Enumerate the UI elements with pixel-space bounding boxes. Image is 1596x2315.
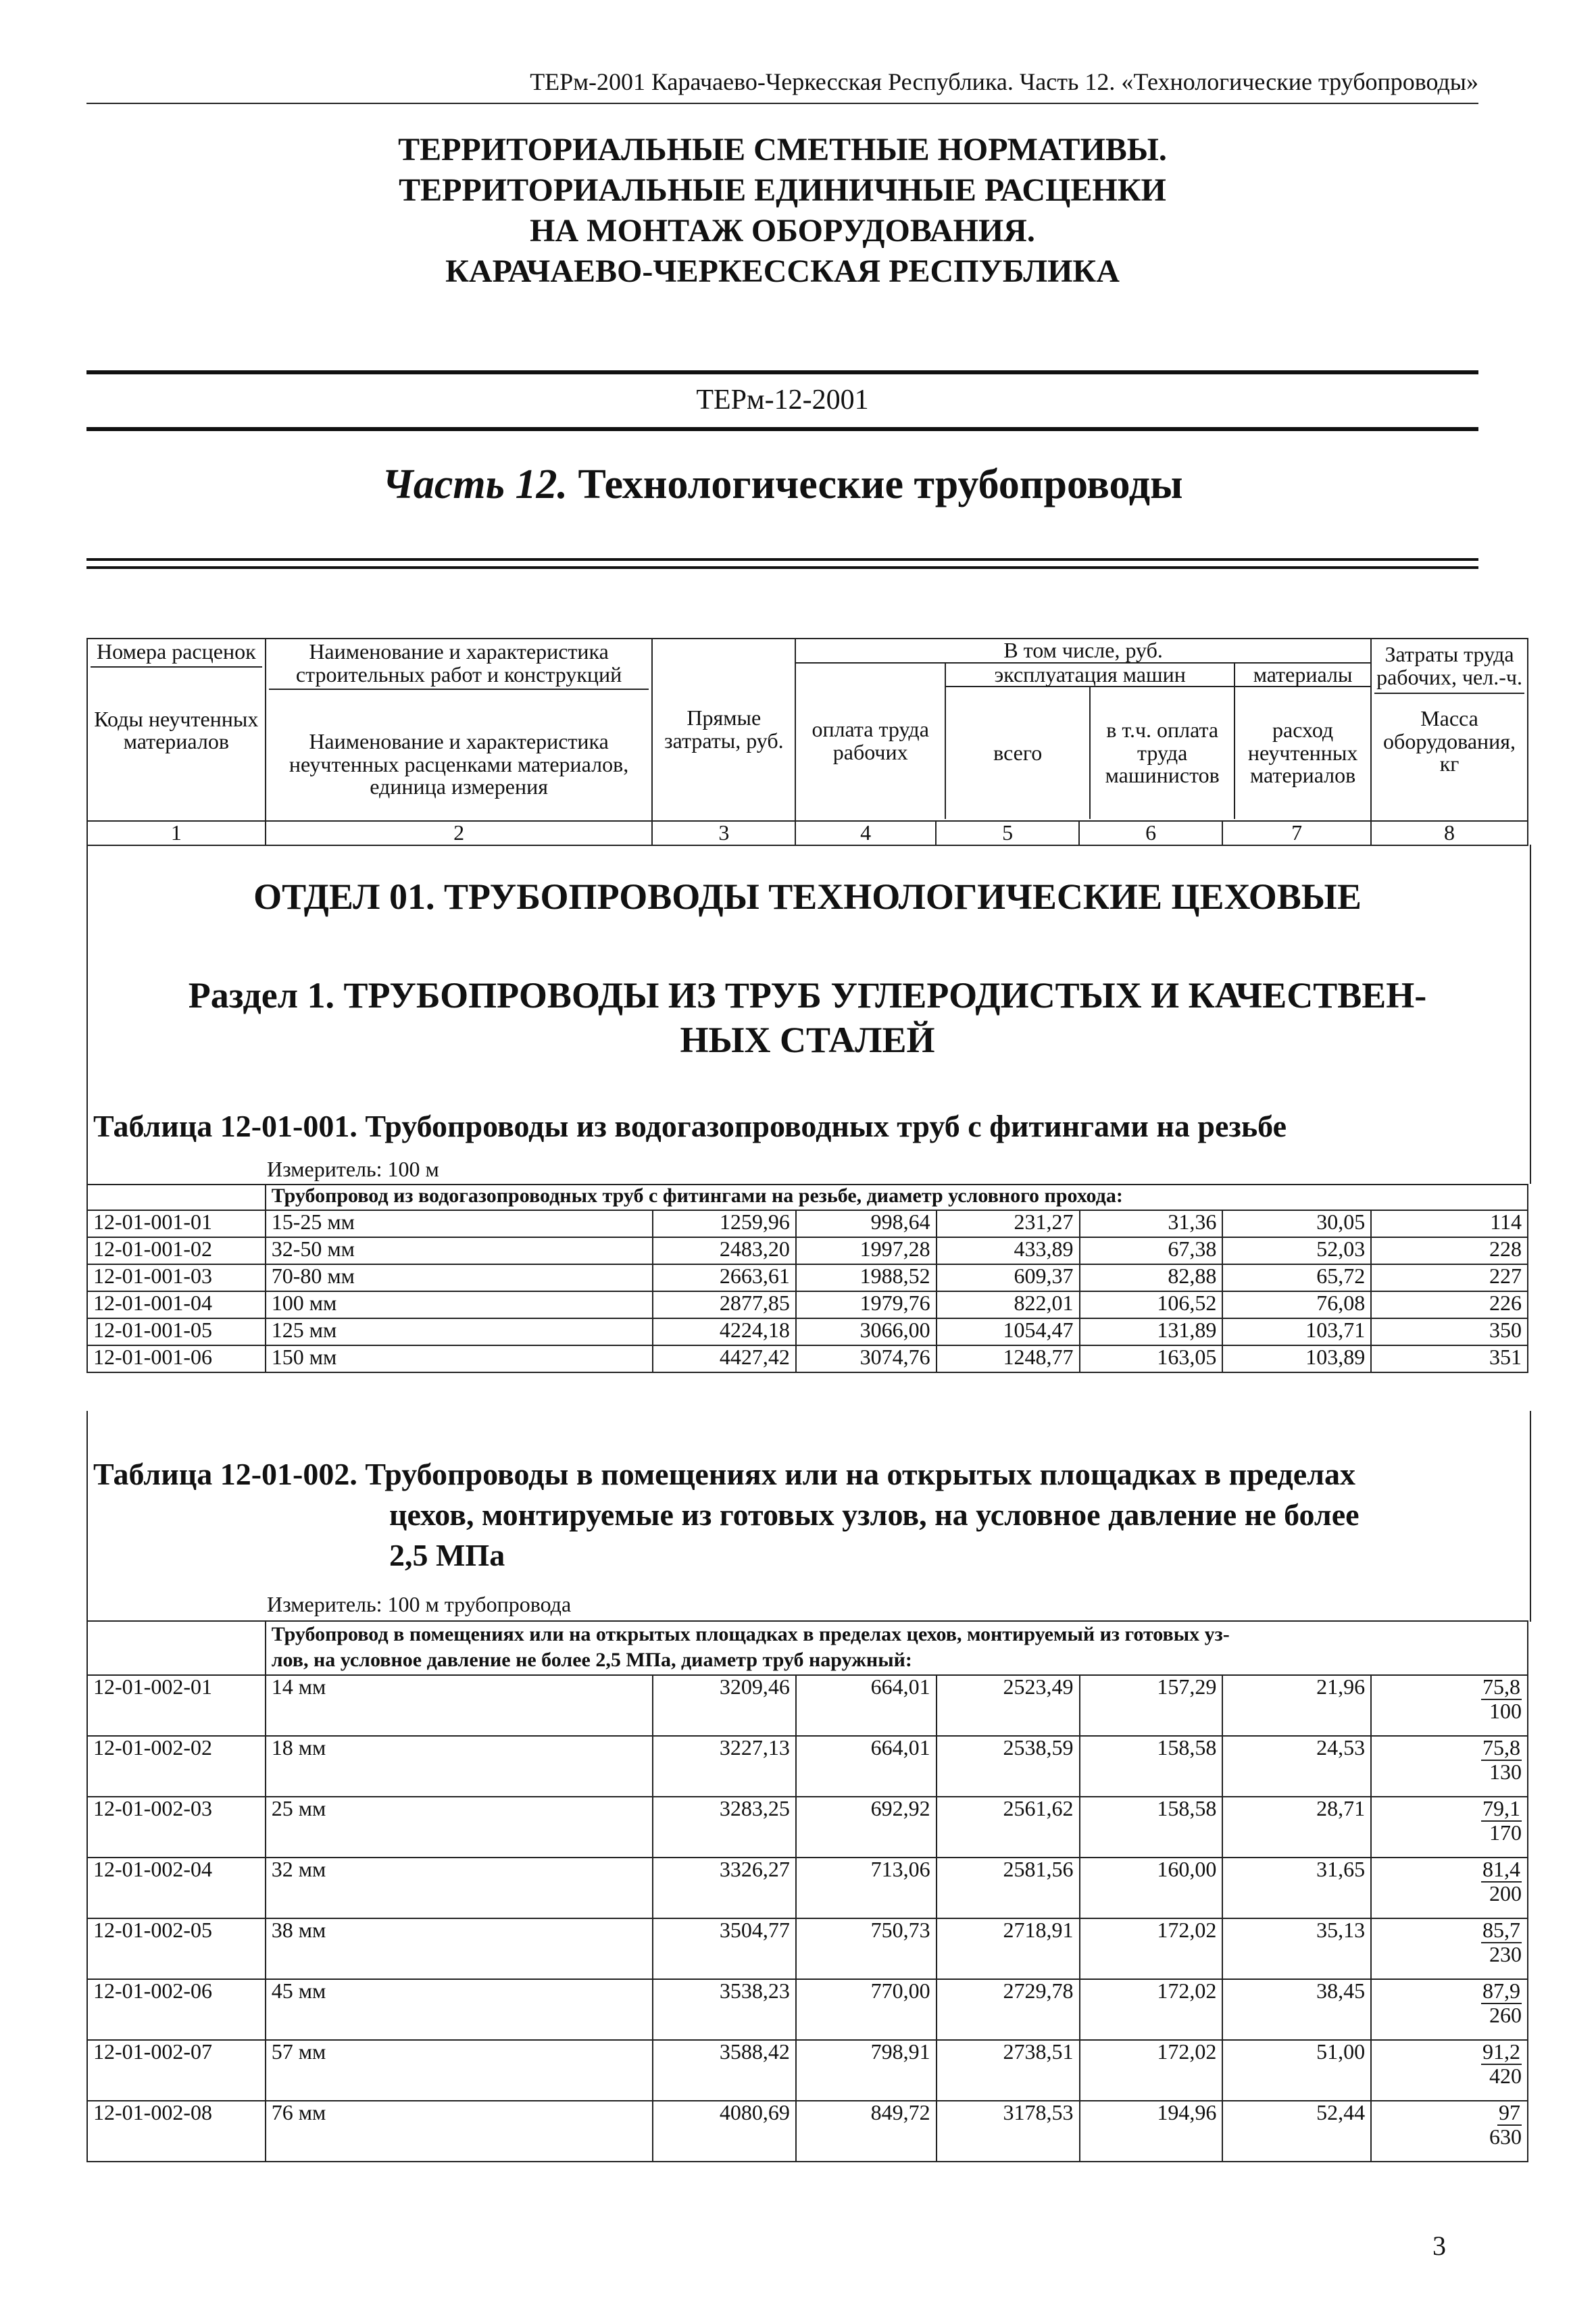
col-codes-header [87,639,266,821]
materials-cost: 52,03 [1222,1237,1371,1264]
rate-code: 12-01-001-06 [87,1345,266,1372]
col-machines-total: всего [946,687,1091,818]
materials-cost: 76,08 [1222,1291,1371,1318]
direct-costs: 3326,27 [653,1858,796,1918]
labor-wages: 3074,76 [796,1345,937,1372]
col-number: 7 [1222,821,1371,845]
table-row [87,1237,1528,1264]
labor-wages: 664,01 [796,1736,937,1797]
col-codes-bottom: Коды неучтенных материалов [94,706,259,754]
table-row [87,1918,1528,1979]
title-line: КАРАЧАЕВО-ЧЕРКЕССКАЯ РЕСПУБЛИКА [445,253,1120,289]
section-heading [86,973,1528,1062]
labor-wages: 1979,76 [796,1291,937,1318]
work-name: 18 мм [266,1736,653,1797]
machinists-wages: 158,58 [1080,1797,1223,1858]
table-row [87,1797,1528,1858]
labor-hours-value: 97 [1499,2100,1520,2124]
col-number: 2 [266,821,653,845]
work-name: 25 мм [266,1797,653,1858]
table2-title-line: 2,5 МПа [389,1538,505,1572]
materials-cost: 30,05 [1222,1210,1371,1237]
work-name: 57 мм [266,2040,653,2101]
table2-subheader-blank [87,1621,266,1675]
direct-costs: 3504,77 [653,1918,796,1979]
labor-mass-cell [1371,1797,1528,1858]
materials-cost: 103,71 [1222,1318,1371,1345]
table2-subheader-line: Трубопровод в помещениях или на открытых площадках в пределах цехов, монтируемый из готовых уз- [271,1623,1230,1645]
labor-hours: 228 [1371,1237,1528,1264]
labor-wages: 770,00 [796,1979,937,2040]
labor-wages: 849,72 [796,2101,937,2162]
machinists-wages: 172,02 [1080,2040,1223,2101]
labor-mass-cell [1371,1858,1528,1918]
labor-wages: 1997,28 [796,1237,937,1264]
labor-hours: 114 [1371,1210,1528,1237]
table-row [87,1675,1528,1736]
table1-subheader-blank [87,1185,266,1210]
materials-cost: 51,00 [1222,2040,1371,2101]
section-heading-line: НЫХ СТАЛЕЙ [680,1020,935,1060]
including-label: В том числе, руб. [796,639,1370,664]
labor-wages: 998,64 [796,1210,937,1237]
labor-hours-value: 91,2 [1482,2039,1520,2064]
direct-costs: 2877,85 [653,1291,796,1318]
materials-cost: 38,45 [1222,1979,1371,2040]
equipment-mass: 100 [1489,1698,1522,1723]
labor-hours [1377,1676,1522,1700]
machines-total: 1054,47 [937,1318,1080,1345]
materials-cost: 28,71 [1222,1797,1371,1858]
materials-label: материалы [1235,664,1370,688]
machines-total: 2538,59 [937,1736,1080,1797]
labor-wages: 750,73 [796,1918,937,1979]
labor-hours-value: 75,8 [1482,1674,1520,1699]
page-number: 3 [1432,2231,1446,2261]
code-rule-bottom [86,427,1478,431]
machines-total: 2561,62 [937,1797,1080,1858]
exploitation-label: эксплуатация машин [946,664,1234,688]
col-equipment-mass: Масса оборудования, кг [1383,706,1516,776]
labor-mass-cell [1371,1918,1528,1979]
rate-code: 12-01-001-01 [87,1210,266,1237]
direct-costs: 3209,46 [653,1675,796,1736]
rate-code: 12-01-001-04 [87,1291,266,1318]
machinists-wages: 67,38 [1080,1237,1223,1264]
table-row [87,1736,1528,1797]
work-name: 45 мм [266,1979,653,2040]
rate-code: 12-01-002-07 [87,2040,266,2101]
work-name: 150 мм [266,1345,653,1372]
table-row [87,1264,1528,1291]
table2-title-line: Таблица 12-01-002. Трубопроводы в помещениях или на открытых площадках в пределах [93,1457,1356,1491]
machinists-wages: 31,36 [1080,1210,1223,1237]
part-title: Технологические трубопроводы [578,462,1183,507]
title-line: ТЕРРИТОРИАЛЬНЫЕ ЕДИНИЧНЫЕ РАСЦЕНКИ [399,172,1166,208]
labor-hours [1377,1737,1522,1761]
part-heading [86,461,1478,509]
rate-code: 12-01-001-05 [87,1318,266,1345]
machines-total: 1248,77 [937,1345,1080,1372]
table1 [86,1184,1528,1373]
code-rule-top [86,370,1478,374]
labor-hours [1377,1919,1522,1943]
table1-body [87,1210,1528,1372]
direct-costs: 3538,23 [653,1979,796,2040]
rate-code: 12-01-002-08 [87,2101,266,2162]
col-unaccounted-materials: расход неучтенных материалов [1247,718,1358,788]
labor-hours-value: 75,8 [1482,1735,1520,1760]
direct-costs: 4080,69 [653,2101,796,2162]
work-name: 14 мм [266,1675,653,1736]
col-including-header [795,639,1371,821]
labor-mass-cell [1371,2040,1528,2101]
work-name: 38 мм [266,1918,653,1979]
double-rule [86,558,1478,569]
department-heading: ОТДЕЛ 01. ТРУБОПРОВОДЫ ТЕХНОЛОГИЧЕСКИЕ ЦЕХОВЫЕ [253,876,1362,917]
equipment-mass: 230 [1489,1941,1522,1966]
labor-hours [1377,1980,1522,2004]
col-number: 6 [1079,821,1222,845]
labor-hours-value: 85,7 [1482,1918,1520,1942]
machines-total: 2729,78 [937,1979,1080,2040]
labor-wages: 1988,52 [796,1264,937,1291]
direct-costs: 4224,18 [653,1318,796,1345]
direct-costs: 1259,96 [653,1210,796,1237]
table2 [86,1620,1528,2162]
labor-hours [1377,2101,1522,2126]
table2-title [93,1454,1512,1576]
labor-mass-cell [1371,2101,1528,2162]
work-name: 125 мм [266,1318,653,1345]
equipment-mass: 260 [1489,2002,1522,2027]
col-labor-mass-header [1371,639,1528,821]
col-name-bottom: Наименование и характеристика неучтенных расценками материалов, единица измерения [289,729,629,799]
direct-costs: 3588,42 [653,2040,796,2101]
rate-code: 12-01-002-01 [87,1675,266,1736]
rate-code: 12-01-001-03 [87,1264,266,1291]
table2-body [87,1675,1528,2162]
machinists-wages: 106,52 [1080,1291,1223,1318]
direct-costs: 3283,25 [653,1797,796,1858]
labor-hours: 227 [1371,1264,1528,1291]
rate-code: 12-01-002-05 [87,1918,266,1979]
machines-total: 2718,91 [937,1918,1080,1979]
materials-cost: 21,96 [1222,1675,1371,1736]
table2-subheader-line: лов, на условное давление не более 2,5 МПа, диаметр труб наружный: [271,1649,912,1671]
table-row [87,1210,1528,1237]
machinists-wages: 157,29 [1080,1675,1223,1736]
machines-total: 2523,49 [937,1675,1080,1736]
equipment-mass: 630 [1489,2124,1522,2149]
rate-code: 12-01-002-04 [87,1858,266,1918]
header-rule [86,103,1478,104]
table2-subheader [266,1621,1528,1675]
machines-total: 609,37 [937,1264,1080,1291]
machines-total: 3178,53 [937,2101,1080,2162]
equipment-mass: 200 [1489,1881,1522,1906]
labor-wages: 713,06 [796,1858,937,1918]
col-labor-hours: Затраты труда рабочих, чел.-ч. [1374,641,1524,694]
machines-total: 231,27 [937,1210,1080,1237]
machinists-wages: 131,89 [1080,1318,1223,1345]
col-machinists-wages: в т.ч. оплата труда машинистов [1105,718,1220,788]
labor-hours-value: 81,4 [1482,1857,1520,1881]
col-direct-costs-header: Прямые затраты, руб. [652,639,795,821]
machinists-wages: 172,02 [1080,1979,1223,2040]
rate-code: 12-01-002-03 [87,1797,266,1858]
table1-measure: Измеритель: 100 м [267,1157,439,1181]
materials-cost: 24,53 [1222,1736,1371,1797]
table-row [87,2101,1528,2162]
labor-hours-value: 79,1 [1482,1796,1520,1820]
table-row [87,1291,1528,1318]
labor-hours: 226 [1371,1291,1528,1318]
work-name: 70-80 мм [266,1264,653,1291]
labor-hours: 350 [1371,1318,1528,1345]
machines-total: 433,89 [937,1237,1080,1264]
machinists-wages: 158,58 [1080,1736,1223,1797]
equipment-mass: 170 [1489,1820,1522,1845]
labor-wages: 664,01 [796,1675,937,1736]
machines-total: 2581,56 [937,1858,1080,1918]
materials-cost: 103,89 [1222,1345,1371,1372]
materials-cost: 65,72 [1222,1264,1371,1291]
col-number: 4 [795,821,936,845]
materials-cost: 52,44 [1222,2101,1371,2162]
document-title [86,130,1478,292]
direct-costs: 4427,42 [653,1345,796,1372]
col-number: 1 [87,821,266,845]
rate-code: 12-01-001-02 [87,1237,266,1264]
equipment-mass: 130 [1489,1759,1522,1784]
col-labor-wages: оплата труда рабочих [796,664,946,819]
labor-hours-value: 87,9 [1482,1978,1520,2003]
col-name-top: Наименование и характеристика строительных работ и конструкций [269,641,649,690]
table1-subheader: Трубопровод из водогазопроводных труб с фитингами на резьбе, диаметр условного прохода: [266,1185,1528,1210]
labor-wages: 798,91 [796,2040,937,2101]
labor-mass-cell [1371,1675,1528,1736]
labor-mass-cell [1371,1979,1528,2040]
column-header-table [86,638,1528,846]
labor-hours [1377,1797,1522,1822]
table2-measure: Измеритель: 100 м трубопровода [267,1592,572,1616]
materials-cost: 31,65 [1222,1858,1371,1918]
col-number: 8 [1371,821,1528,845]
part-label: Часть 12. [382,462,568,507]
section-heading-line: Раздел 1. ТРУБОПРОВОДЫ ИЗ ТРУБ УГЛЕРОДИСТЫХ И КАЧЕСТВЕН- [188,975,1427,1016]
table2-title-line: цехов, монтируемые из готовых узлов, на условное давление не более [389,1497,1360,1532]
equipment-mass: 420 [1489,2063,1522,2088]
labor-wages: 3066,00 [796,1318,937,1345]
col-codes-top: Номера расценок [91,641,262,668]
machinists-wages: 194,96 [1080,2101,1223,2162]
running-header: ТЕРм-2001 Карачаево-Черкесская Республика. Часть 12. «Технологические трубопроводы» [530,68,1478,95]
table1-title: Таблица 12-01-001. Трубопроводы из водогазопроводных труб с фитингами на резьбе [93,1109,1287,1143]
title-line: ТЕРРИТОРИАЛЬНЫЕ СМЕТНЫЕ НОРМАТИВЫ. [398,132,1167,168]
work-name: 76 мм [266,2101,653,2162]
labor-hours [1377,1858,1522,1883]
machinists-wages: 160,00 [1080,1858,1223,1918]
machinists-wages: 163,05 [1080,1345,1223,1372]
document-code: ТЕРм-12-2001 [696,384,869,416]
materials-cost: 35,13 [1222,1918,1371,1979]
table-row [87,1318,1528,1345]
table-row [87,1858,1528,1918]
direct-costs: 3227,13 [653,1736,796,1797]
machines-total: 822,01 [937,1291,1080,1318]
work-name: 32-50 мм [266,1237,653,1264]
work-name: 32 мм [266,1858,653,1918]
labor-hours: 351 [1371,1345,1528,1372]
labor-wages: 692,92 [796,1797,937,1858]
labor-mass-cell [1371,1736,1528,1797]
table-row [87,1979,1528,2040]
direct-costs: 2663,61 [653,1264,796,1291]
work-name: 15-25 мм [266,1210,653,1237]
col-number: 3 [652,821,795,845]
table-row [87,2040,1528,2101]
table-row [87,1345,1528,1372]
col-number: 5 [936,821,1079,845]
work-name: 100 мм [266,1291,653,1318]
rate-code: 12-01-002-06 [87,1979,266,2040]
title-line: НА МОНТАЖ ОБОРУДОВАНИЯ. [530,213,1035,249]
rate-code: 12-01-002-02 [87,1736,266,1797]
machines-total: 2738,51 [937,2040,1080,2101]
direct-costs: 2483,20 [653,1237,796,1264]
labor-hours [1377,2041,1522,2065]
col-name-header [266,639,653,821]
machinists-wages: 172,02 [1080,1918,1223,1979]
machinists-wages: 82,88 [1080,1264,1223,1291]
